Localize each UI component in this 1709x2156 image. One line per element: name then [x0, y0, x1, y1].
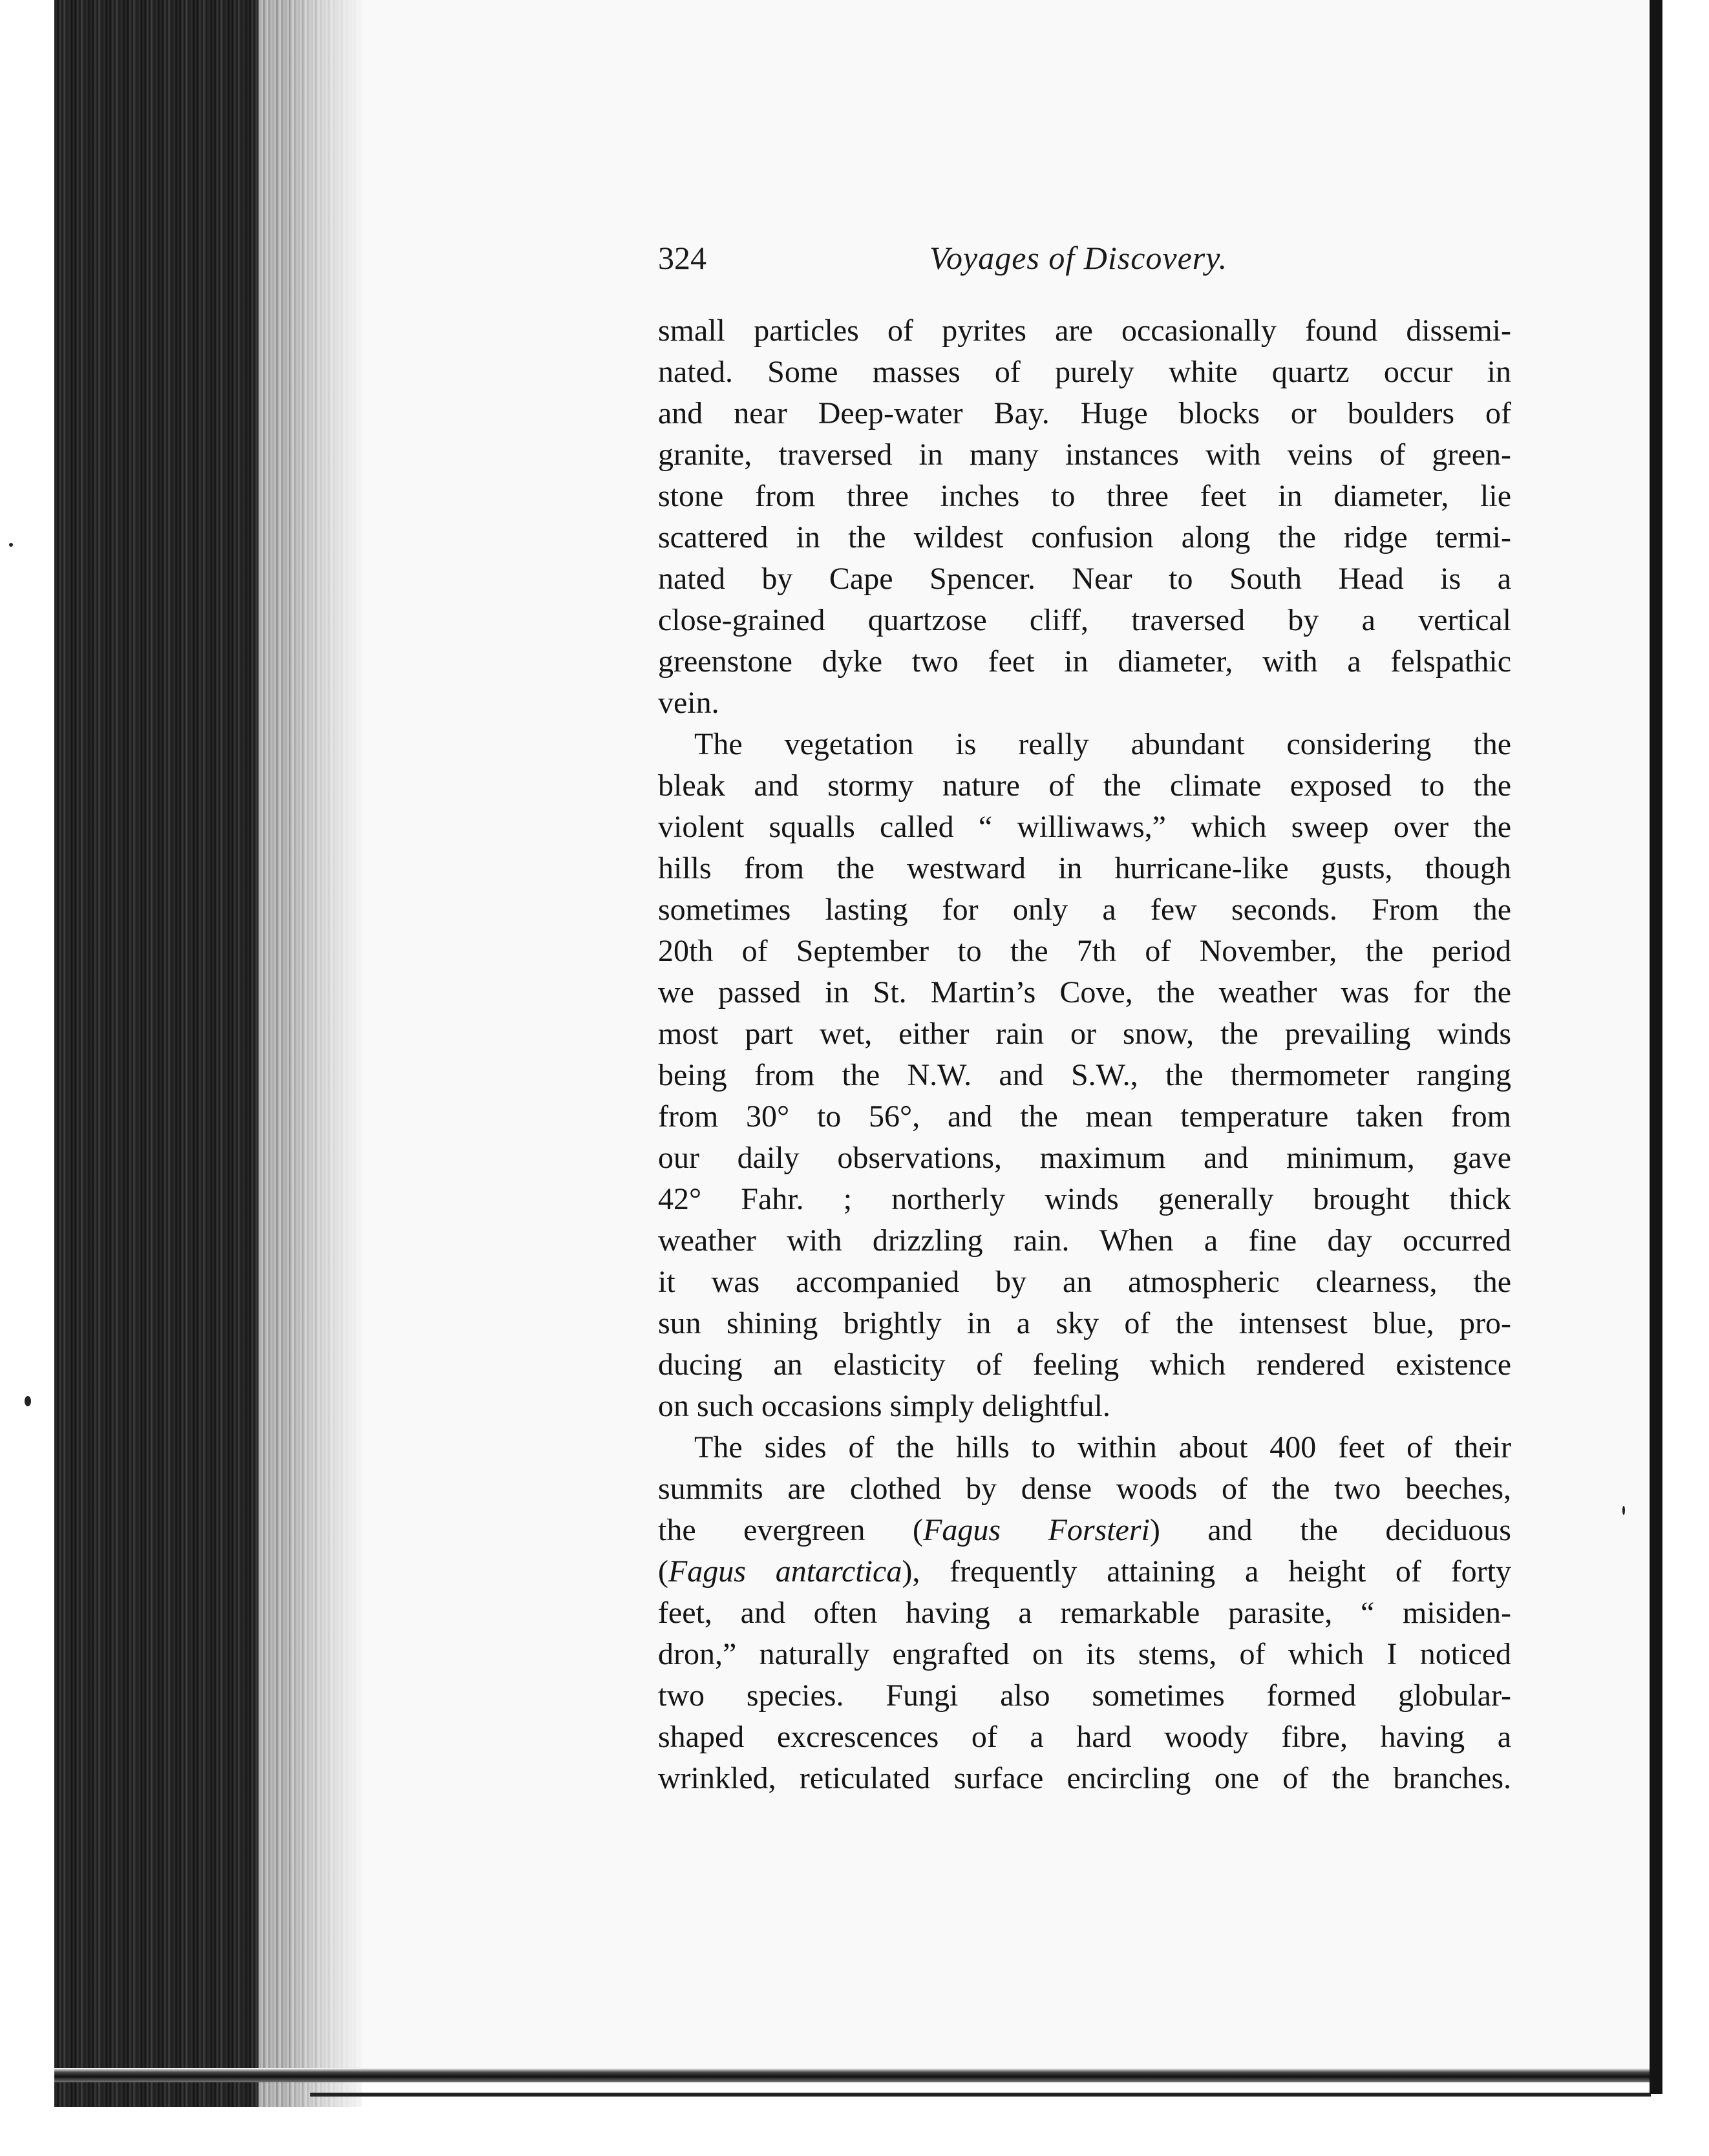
right-margin — [1662, 0, 1709, 2156]
text-line: scattered in the wildest confusion along the ridge termi- — [658, 520, 1511, 555]
text-line: vein. — [658, 686, 719, 720]
text-line: hills from the westward in hurricane-like gusts, though — [658, 851, 1511, 885]
text-line: sun shining brightly in a sky of the intensest blue, pro- — [658, 1306, 1511, 1340]
text-line: from 30° to 56°, and the mean temperature taken from — [658, 1099, 1511, 1134]
scan-speck — [25, 1396, 31, 1406]
text-line: shaped excrescences of a hard woody fibre, having a — [658, 1720, 1511, 1754]
text-line: it was accompanied by an atmospheric clearness, the — [658, 1265, 1511, 1299]
text-line: being from the N.W. and S.W., the thermometer ranging — [658, 1058, 1511, 1092]
text-line: 20th of September to the 7th of November, the period — [658, 934, 1511, 968]
text-line: granite, traversed in many instances with veins of green- — [658, 438, 1511, 472]
text-line: summits are clothed by dense woods of the two beeches, — [658, 1472, 1511, 1506]
text-line: bleak and stormy nature of the climate exposed to the — [658, 768, 1511, 803]
book-bottom-edge — [54, 2068, 1651, 2082]
text-line: the evergreen (Fagus Forsteri) and the deciduous — [658, 1513, 1511, 1547]
species-name: Fagus Forsteri — [923, 1513, 1150, 1547]
text-line: we passed in St. Martin’s Cove, the weather was for the — [658, 975, 1511, 1009]
text-line: greenstone dyke two feet in diameter, with a felspathic — [658, 644, 1511, 679]
page-number: 324 — [658, 240, 706, 276]
text-line: and near Deep-water Bay. Huge blocks or boulders of — [658, 396, 1511, 430]
right-page-edge — [1650, 0, 1662, 2094]
text-line: feet, and often having a remarkable parasite, “ misiden- — [658, 1596, 1511, 1630]
text-line: small particles of pyrites are occasionally found dissemi- — [658, 313, 1511, 348]
text-line: two species. Fungi also sometimes formed globular- — [658, 1678, 1511, 1713]
text-line: stone from three inches to three feet in diameter, lie — [658, 479, 1511, 513]
text-line: 42° Fahr. ; northerly winds generally brought thick — [658, 1182, 1511, 1216]
species-name: Fagus antarctica — [668, 1554, 902, 1589]
text-line: The sides of the hills to within about 400 feet of their — [694, 1430, 1511, 1464]
text-line: The vegetation is really abundant considering the — [694, 727, 1511, 761]
text-line: weather with drizzling rain. When a fine day occurred — [658, 1223, 1511, 1258]
text-line: on such occasions simply delightful. — [658, 1389, 1110, 1423]
text-line: close-grained quartzose cliff, traversed by a vertical — [658, 603, 1511, 637]
text-line: nated by Cape Spencer. Near to South Head is a — [658, 562, 1511, 596]
text-line: most part wet, either rain or snow, the prevailing winds — [658, 1017, 1511, 1051]
scan-speck — [9, 543, 13, 547]
text-line: sometimes lasting for only a few seconds. From the — [658, 893, 1511, 927]
text-line: wrinkled, reticulated surface encircling one of the branches. — [658, 1761, 1511, 1795]
text-line: dron,” naturally engrafted on its stems, of which I noticed — [658, 1637, 1511, 1671]
text-line: violent squalls called “ williwaws,” which sweep over the — [658, 810, 1511, 844]
body-text — [658, 310, 1511, 1799]
page-gutter-shadow — [284, 0, 362, 2107]
paragraph — [658, 1427, 1511, 1799]
text-line: (Fagus antarctica), frequently attaining a height of forty — [658, 1554, 1512, 1589]
text-line: our daily observations, maximum and minimum, gave — [658, 1141, 1511, 1175]
text-line: ducing an elasticity of feeling which rendered existence — [658, 1348, 1511, 1382]
paragraph — [658, 724, 1511, 1427]
book-bottom-line — [310, 2093, 1651, 2097]
running-title: Voyages of Discovery. — [929, 240, 1228, 276]
text-line: nated. Some masses of purely white quartz occur in — [658, 355, 1511, 389]
running-head — [658, 239, 1511, 284]
paragraph — [658, 310, 1511, 724]
scan-speck — [1622, 1506, 1625, 1515]
